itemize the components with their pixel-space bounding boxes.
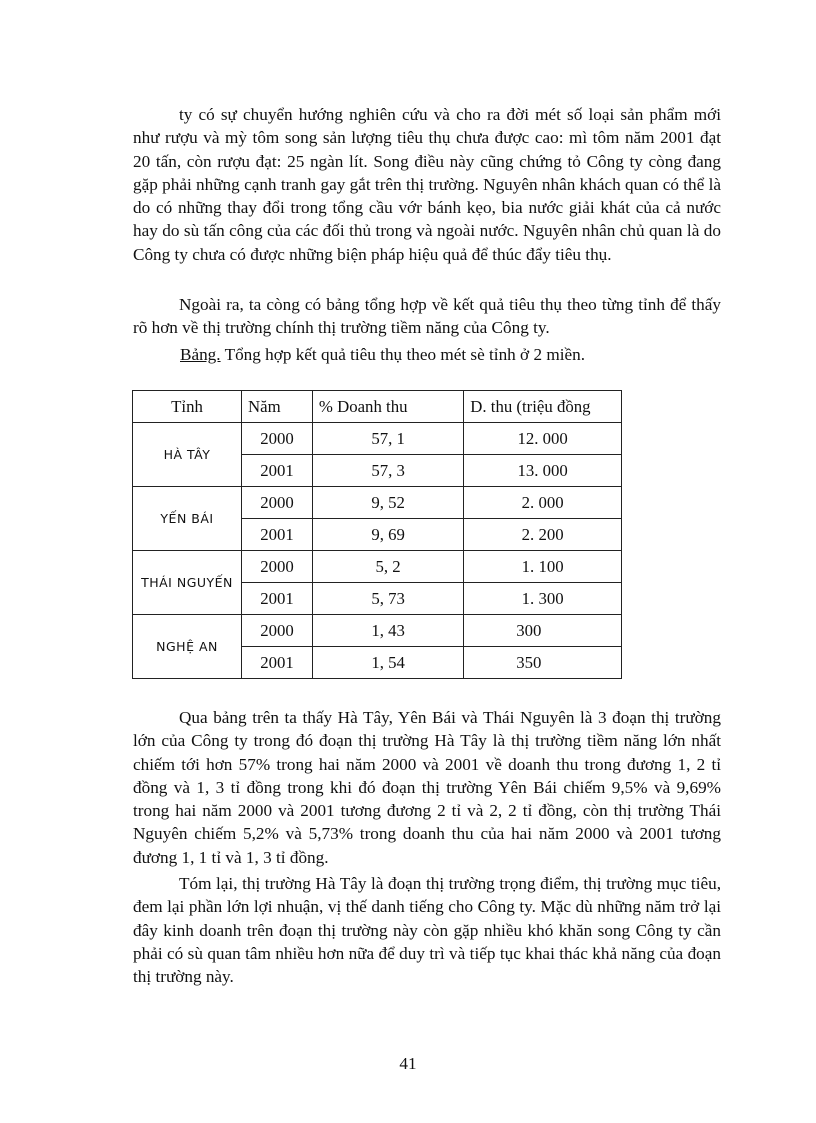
revenue-cell: 1. 300 bbox=[464, 583, 622, 615]
revenue-cell: 300 bbox=[464, 615, 622, 647]
paragraph-table-intro: Ngoài ra, ta còng có bảng tổng hợp về kết quả tiêu thụ theo từng tỉnh để thấy rõ hơn về thị trường chính thị trường tiềm năng của Công ty. bbox=[133, 295, 721, 338]
revenue-cell: 350 bbox=[464, 647, 622, 679]
sales-by-province-table bbox=[132, 390, 622, 679]
paragraph-conclusion: Tóm lại, thị trường Hà Tây là đoạn thị trường trọng điểm, thị trường mục tiêu, đem lại phần lớn lợi nhuận, vị thế danh tiếng cho Công ty. Mặc dù những năm trở lại đây kinh doanh trên đoạn thị trường này còn gặp nhiều khó khăn song Công ty cần phải có sù quan tâm nhiều hơn nữa để duy trì và tiếp tục khai thác khả năng của đoạn thị trường này. bbox=[133, 874, 721, 987]
paragraph-intro: ty có sự chuyển hướng nghiên cứu và cho ra đời mét số loại sản phẩm mới như rượu và mỳ tôm song sản lượng tiêu thụ chưa được cao: mì tôm năm 2001 đạt 20 tấn, còn rượu đạt: 25 ngàn lít. Song điều này cũng chứng tỏ Công ty còng đang gặp phải những cạnh tranh gay gắt trên thị trường. Nguyên nhân khách quan có thể là do có những thay đổi trong tổng cầu vớr bánh kẹo, bia nước giải khát của cả nước hay do sù tấn công của các đối thủ trong và ngoài nước. Nguyên nhân chủ quan là do Công ty chưa có được những biện pháp hiệu quả để thúc đẩy tiêu thụ. bbox=[133, 105, 721, 264]
table-caption-text: Tổng hợp kết quả tiêu thụ theo mét sè tỉnh ở 2 miền. bbox=[220, 345, 585, 364]
year-cell: 2001 bbox=[242, 519, 313, 551]
percent-cell: 9, 69 bbox=[312, 519, 463, 551]
province-cell: NGHỆ AN bbox=[133, 615, 242, 679]
table-row bbox=[133, 487, 622, 519]
year-cell: 2001 bbox=[242, 583, 313, 615]
year-cell: 2000 bbox=[242, 423, 313, 455]
year-cell: 2000 bbox=[242, 615, 313, 647]
percent-cell: 1, 43 bbox=[312, 615, 463, 647]
percent-cell: 9, 52 bbox=[312, 487, 463, 519]
revenue-cell: 2. 200 bbox=[464, 519, 622, 551]
province-cell: THÁI NGUYẾN bbox=[133, 551, 242, 615]
revenue-cell: 1. 100 bbox=[464, 551, 622, 583]
percent-cell: 5, 73 bbox=[312, 583, 463, 615]
percent-cell: 5, 2 bbox=[312, 551, 463, 583]
header-revenue-million: D. thu (triệu đồng bbox=[464, 391, 622, 423]
percent-cell: 1, 54 bbox=[312, 647, 463, 679]
table-row bbox=[133, 551, 622, 583]
year-cell: 2001 bbox=[242, 647, 313, 679]
paragraph-analysis: Qua bảng trên ta thấy Hà Tây, Yên Bái và Thái Nguyên là 3 đoạn thị trường lớn của Công ty trong đó đoạn thị trường Hà Tây là thị trường tiềm năng lớn nhất chiếm tới hơn 57% trong hai năm 2000 và 2001 về doanh thu trong đương 1, 2 tỉ đồng và 1, 3 tỉ đồng trong khi đó đoạn thị trường Yên Bái chiếm 9,5% và 9,69% trong hai năm 2000 và 2001 tương đương 2 tỉ và 2, 2 tỉ đồng, còn thị trường Thái Nguyên chiếm 5,2% và 5,73% trong doanh thu của hai năm 2000 và 2001 tương đương 1, 1 tỉ và 1, 3 tỉ đồng. bbox=[133, 708, 721, 867]
header-province: Tỉnh bbox=[133, 391, 242, 423]
year-cell: 2000 bbox=[242, 551, 313, 583]
year-cell: 2001 bbox=[242, 455, 313, 487]
table-header-row bbox=[133, 391, 622, 423]
table-caption-label: Bảng. bbox=[180, 345, 221, 364]
revenue-cell: 12. 000 bbox=[464, 423, 622, 455]
table-row bbox=[133, 423, 622, 455]
revenue-cell: 2. 000 bbox=[464, 487, 622, 519]
percent-cell: 57, 3 bbox=[312, 455, 463, 487]
year-cell: 2000 bbox=[242, 487, 313, 519]
revenue-cell: 13. 000 bbox=[464, 455, 622, 487]
page-number: 41 bbox=[399, 1054, 417, 1073]
header-year: Năm bbox=[242, 391, 313, 423]
table-row bbox=[133, 615, 622, 647]
percent-cell: 57, 1 bbox=[312, 423, 463, 455]
table-caption bbox=[180, 343, 585, 366]
province-cell: YẾN BÁI bbox=[133, 487, 242, 551]
province-cell: HÀ TÂY bbox=[133, 423, 242, 487]
header-revenue-percent: % Doanh thu bbox=[312, 391, 463, 423]
